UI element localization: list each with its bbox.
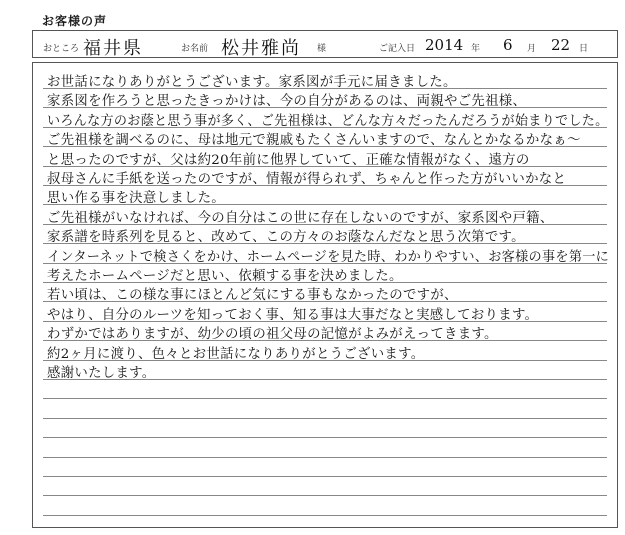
month-unit: 月 — [527, 44, 537, 54]
ruled-line — [43, 476, 607, 477]
day-unit: 日 — [579, 44, 589, 54]
letter-line: と思ったのですが、父は約20年前に他界していて、正確な情報がなく、遠方の — [47, 152, 530, 168]
form-title: お客様の声 — [42, 14, 108, 28]
ruled-line — [43, 398, 607, 399]
letter-line: 叔母さんに手紙を送ったのですが、情報が得られず、ちゃんと作った方がいいかなと — [47, 172, 567, 187]
letter-line: ご先祖様がいなければ、今の自分はこの世に存在しないのですが、家系図や戸籍、 — [47, 210, 554, 226]
year-unit: 年 — [471, 44, 481, 54]
address-label: おところ — [43, 44, 80, 54]
ruled-line — [43, 418, 607, 419]
address-value: 福井県 — [83, 38, 143, 59]
letter-line: いろんな方のお蔭と思う事が多く、ご先祖様は、どんな方々だったんだろうが始まりでした。 — [47, 113, 609, 129]
letter-line: インターネットで検さくをかけ、ホームページを見た時、わかりやすい、お客様の事を第一に — [47, 249, 610, 265]
letter-line: 約2ヶ月に渡り、色々とお世話になりありがとうございます。 — [47, 346, 425, 362]
date-month: 6 — [503, 36, 513, 54]
ruled-line — [43, 457, 607, 458]
ruled-line — [43, 515, 607, 516]
honorific-label: 様 — [317, 44, 327, 54]
ruled-line — [43, 495, 607, 496]
letter-line: 若い頃は、この様な事にほとんど気にする事もなかったのですが、 — [47, 288, 458, 304]
letter-body — [32, 62, 618, 528]
letter-line: 考えたホームページだと思い、依頼する事を決めました。 — [47, 269, 403, 284]
ruled-line — [43, 437, 607, 438]
name-label: お名前 — [181, 44, 209, 54]
date-year: 2014 — [425, 36, 464, 54]
letter-line: わずかではありますが、幼少の頃の祖父母の記憶がよみがえってきます。 — [47, 327, 498, 343]
letter-line: 家系図を作ろうと思ったきっかけは、今の自分があるのは、両親やご先祖様、 — [47, 94, 527, 110]
letter-line: やはり、自分のルーツを知っておく事、知る事は大事だなと実感しております。 — [47, 307, 539, 323]
header-fields — [32, 30, 618, 58]
date-day: 22 — [551, 36, 571, 54]
letter-line: 感謝いたします。 — [47, 366, 156, 381]
letter-line: 思い作る事を決意しました。 — [47, 191, 225, 207]
letter-line: 家系譜を時系列を見ると、改めて、この方々のお蔭なんだなと思う次第です。 — [47, 230, 525, 246]
date-label: ご記入日 — [379, 44, 416, 54]
letter-line: ご先祖様を調べるのに、母は地元で親戚もたくさんいますので、なんとかなるかなぁ〜 — [47, 133, 581, 149]
letter-line: お世話になりありがとうございます。家系図が手元に届きました。 — [47, 75, 457, 90]
name-value: 松井雅尚 — [221, 38, 301, 59]
